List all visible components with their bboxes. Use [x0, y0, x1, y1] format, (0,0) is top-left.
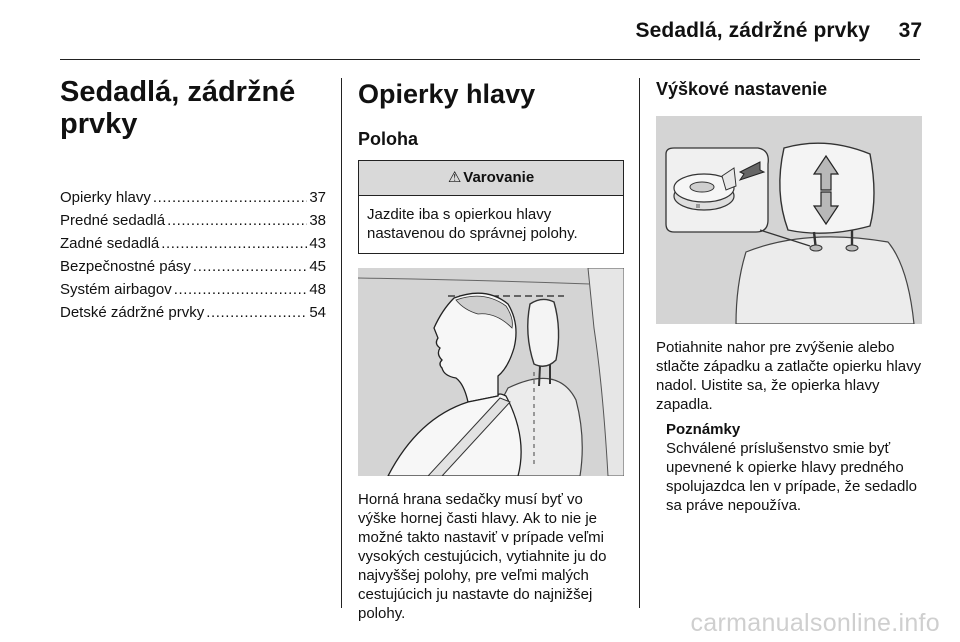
watermark: carmanualsonline.info [690, 609, 940, 637]
position-body-text: Horná hrana sedačky musí byť vo výške hornej časti hlavy. Ak to nie je možné takto nastaviť v prípade veľmi vysokých cestujúcich, vytiahnite ju do najvyššej polohy, pre veľmi malých cestujúcich ju nastavte do najnižšej polohy. [358, 491, 607, 622]
toc-page: 54 [309, 304, 326, 321]
height-adjustment-body-text: Potiahnite nahor pre zvýšenie alebo stlačte západku a zatlačte opierku hlavy nadol. Uistite sa, že opierka hlavy zapadla. [656, 339, 922, 413]
toc-leader [153, 186, 307, 209]
note-text: Schválené príslušenstvo smie byť upevnené k opierke hlavy predného spolujazdca len v prípade, že sedadlo sa práve nepoužíva. [666, 440, 918, 514]
toc-leader [206, 301, 307, 324]
toc-entry-opierky-hlavy[interactable] [60, 186, 326, 209]
toc-page: 43 [309, 235, 326, 252]
page-number: 37 [898, 19, 922, 42]
column-divider-2 [639, 78, 640, 608]
toc-label: Bezpečnostné pásy [60, 258, 191, 275]
table-of-contents [60, 186, 326, 324]
toc-entry-bezpecnostne-pasy[interactable] [60, 255, 326, 278]
toc-entry-predne-sedadla[interactable] [60, 209, 326, 232]
chapter-title-line2: prvky [60, 108, 138, 140]
section-title: Opierky hlavy [358, 79, 536, 109]
chapter-title [60, 76, 326, 140]
toc-label: Systém airbagov [60, 281, 172, 298]
toc-page: 37 [309, 189, 326, 206]
toc-page: 38 [309, 212, 326, 229]
note-block [666, 420, 922, 515]
height-adjustment-title: Výškové nastavenie [656, 79, 828, 99]
toc-leader [161, 232, 307, 255]
toc-page: 45 [309, 258, 326, 275]
toc-leader [174, 278, 308, 301]
height-adjustment-illustration [656, 116, 922, 324]
driver-head-restraint-drawing [358, 268, 624, 476]
toc-label: Zadné sedadlá [60, 235, 160, 252]
toc-entry-system-airbagov[interactable] [60, 278, 326, 301]
note-title: Poznámky [666, 421, 741, 438]
head-position-illustration [358, 268, 624, 476]
headrest-latch-drawing [656, 116, 918, 324]
toc-entry-detske-zadrzne-prvky[interactable] [60, 301, 326, 324]
warning-header [359, 161, 623, 196]
warning-box [358, 160, 624, 254]
chapter-column [60, 76, 326, 324]
header-rule [60, 59, 920, 60]
warning-triangle-icon: ⚠ [447, 169, 462, 186]
column-divider-1 [341, 78, 342, 608]
height-adjustment-column [656, 76, 922, 515]
toc-leader [167, 209, 307, 232]
toc-label: Opierky hlavy [60, 189, 151, 206]
warning-text: Jazdite iba s opierkou hlavy nastavenou do správnej polohy. [367, 206, 578, 242]
chapter-title-line1: Sedadlá, zádržné [60, 76, 296, 108]
subsection-title: Poloha [358, 129, 419, 149]
toc-label: Detské zádržné prvky [60, 304, 205, 321]
toc-leader [193, 255, 307, 278]
toc-label: Predné sedadlá [60, 212, 166, 229]
toc-entry-zadne-sedadla[interactable] [60, 232, 326, 255]
toc-page: 48 [309, 281, 326, 298]
warning-title: Varovanie [463, 169, 535, 186]
header-title: Sedadlá, zádržné prvky [635, 19, 870, 42]
head-restraint-column [358, 76, 624, 623]
